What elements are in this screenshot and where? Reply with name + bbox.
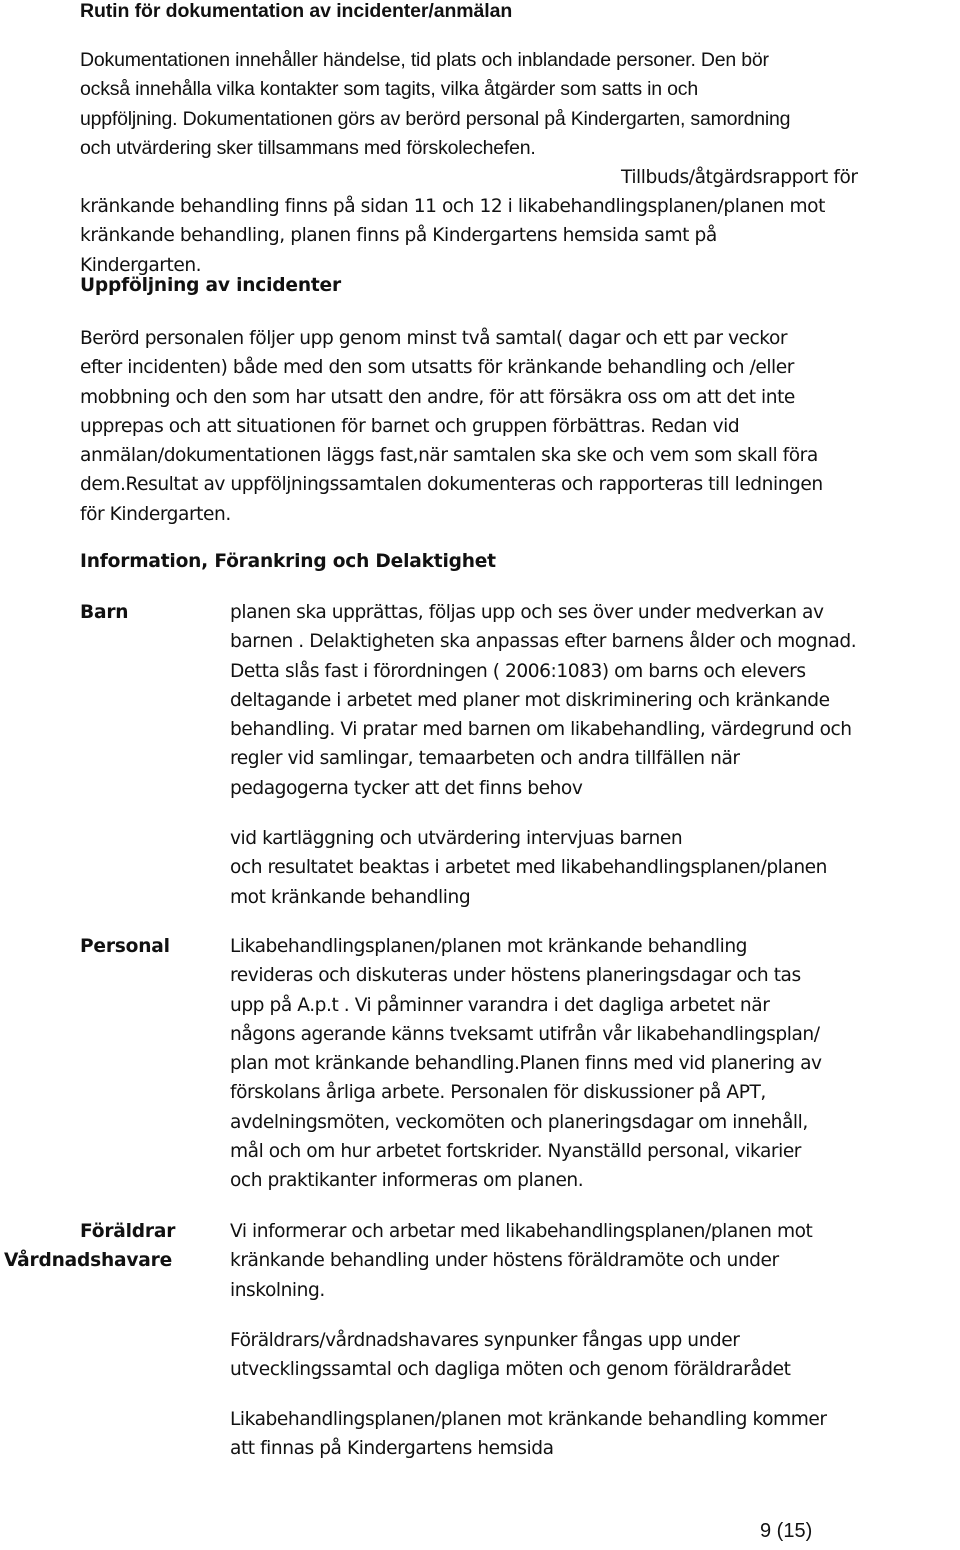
foraldrar-paragraph-3: [230, 1405, 827, 1464]
intro-line: Dokumentationen innehåller händelse, tid plats och inblandade personer. Den bör: [80, 49, 769, 71]
personal-line: och praktikanter informeras om planen.: [230, 1170, 584, 1192]
foraldrar-line: kränkande behandling under höstens föräldramöte och under: [230, 1250, 779, 1272]
section-title-information: Information, Förankring och Delaktighet: [80, 551, 496, 572]
intro-line: uppföljning. Dokumentationen görs av berörd personal på Kindergarten, samordning: [80, 107, 791, 130]
barn-line: Detta slås fast i förordningen ( 2006:1083) om barns och elevers: [230, 660, 806, 682]
intro-tail-line: kränkande behandling, planen finns på Kindergartens hemsida samt på: [80, 225, 717, 247]
row-label-vardnadshavare: Vårdnadshavare: [4, 1250, 172, 1271]
barn-line: behandling. Vi pratar med barnen om likabehandling, värdegrund och: [230, 719, 852, 741]
intro-tail-start: Tillbuds/åtgärdsrapport för: [621, 167, 858, 188]
barn-line: barnen . Delaktigheten ska anpassas efter barnens ålder och mognad.: [230, 631, 857, 653]
personal-line: någons agerande känns tveksamt utifrån vår likabehandlingsplan/: [230, 1023, 820, 1045]
barn-line: planen ska upprättas, följas upp och ses över under medverkan av: [230, 602, 824, 623]
personal-line: plan mot kränkande behandling.Planen finns med vid planering av: [230, 1053, 822, 1075]
foraldrar-line: Föräldrars/vårdnadshavares synpunker fångas upp under: [230, 1330, 740, 1351]
page-heading: Rutin för dokumentation av incidenter/anmälan: [80, 0, 513, 22]
barn-line: och resultatet beaktas i arbetet med likabehandlingsplanen/planen: [230, 857, 827, 879]
followup-line: dem.Resultat av uppföljningssamtalen dokumenteras och rapporteras till ledningen: [80, 474, 823, 496]
row-label-personal: Personal: [80, 936, 170, 957]
followup-line: mobbning och den som har utsatt den andre, för att försäkra oss om att det inte: [80, 386, 795, 408]
row-label-foraldrar: Föräldrar: [80, 1221, 176, 1242]
foraldrar-line: utvecklingssamtal och dagliga möten och genom föräldrarådet: [230, 1359, 791, 1381]
foraldrar-paragraph-2: [230, 1326, 790, 1385]
barn-paragraph-1: [230, 598, 856, 803]
personal-line: mål och om hur arbetet fortskrider. Nyanställd personal, vikarier: [230, 1141, 802, 1163]
intro-tail-line: Kindergarten.: [80, 254, 202, 276]
personal-line: avdelningsmöten, veckomöten och planeringsdagar om innehåll,: [230, 1111, 808, 1133]
barn-line: deltagande i arbetet med planer mot diskriminering och kränkande: [230, 689, 830, 711]
foraldrar-line: Likabehandlingsplanen/planen mot kränkande behandling kommer: [230, 1409, 827, 1430]
personal-line: upp på A.p.t . Vi påminner varandra i det dagliga arbetet när: [230, 994, 770, 1016]
barn-line: pedagogerna tycker att det finns behov: [230, 777, 583, 799]
barn-line: vid kartläggning och utvärdering intervjuas barnen: [230, 828, 683, 849]
barn-paragraph-2: [230, 824, 827, 912]
followup-line: upprepas och att situationen för barnet och gruppen förbättras. Redan vid: [80, 415, 740, 437]
foraldrar-line: inskolning.: [230, 1279, 325, 1301]
intro-line: och utvärdering sker tillsammans med förskolechefen.: [80, 136, 536, 159]
intro-tail-line: kränkande behandling finns på sidan 11 och 12 i likabehandlingsplanen/planen mot: [80, 196, 825, 217]
followup-line: Berörd personalen följer upp genom minst två samtal( dagar och ett par veckor: [80, 328, 788, 349]
page-number: 9 (15): [760, 1520, 813, 1542]
intro-tail-paragraph: [80, 192, 825, 280]
row-label-barn: Barn: [80, 602, 129, 623]
intro-paragraph: [80, 46, 790, 163]
section-title-followup: Uppföljning av incidenter: [80, 275, 341, 296]
followup-paragraph: [80, 324, 823, 529]
followup-line: för Kindergarten.: [80, 503, 231, 525]
foraldrar-paragraph-1: [230, 1217, 812, 1305]
barn-line: mot kränkande behandling: [230, 886, 471, 908]
personal-line: Likabehandlingsplanen/planen mot kränkande behandling: [230, 936, 748, 957]
foraldrar-line: att finnas på Kindergartens hemsida: [230, 1438, 554, 1460]
personal-line: revideras och diskuteras under höstens planeringsdagar och tas: [230, 965, 801, 987]
followup-line: anmälan/dokumentationen läggs fast,när samtalen ska ske och vem som skall föra: [80, 445, 818, 467]
personal-paragraph: [230, 932, 822, 1196]
barn-line: regler vid samlingar, temaarbeten och andra tillfällen när: [230, 748, 740, 770]
foraldrar-line: Vi informerar och arbetar med likabehandlingsplanen/planen mot: [230, 1221, 813, 1242]
intro-line: också innehålla vilka kontakter som tagits, vilka åtgärder som satts in och: [80, 78, 698, 101]
personal-line: förskolans årliga arbete. Personalen för diskussioner på APT,: [230, 1082, 766, 1104]
followup-line: efter incidenten) både med den som utsatts för kränkande behandling och /eller: [80, 357, 794, 379]
